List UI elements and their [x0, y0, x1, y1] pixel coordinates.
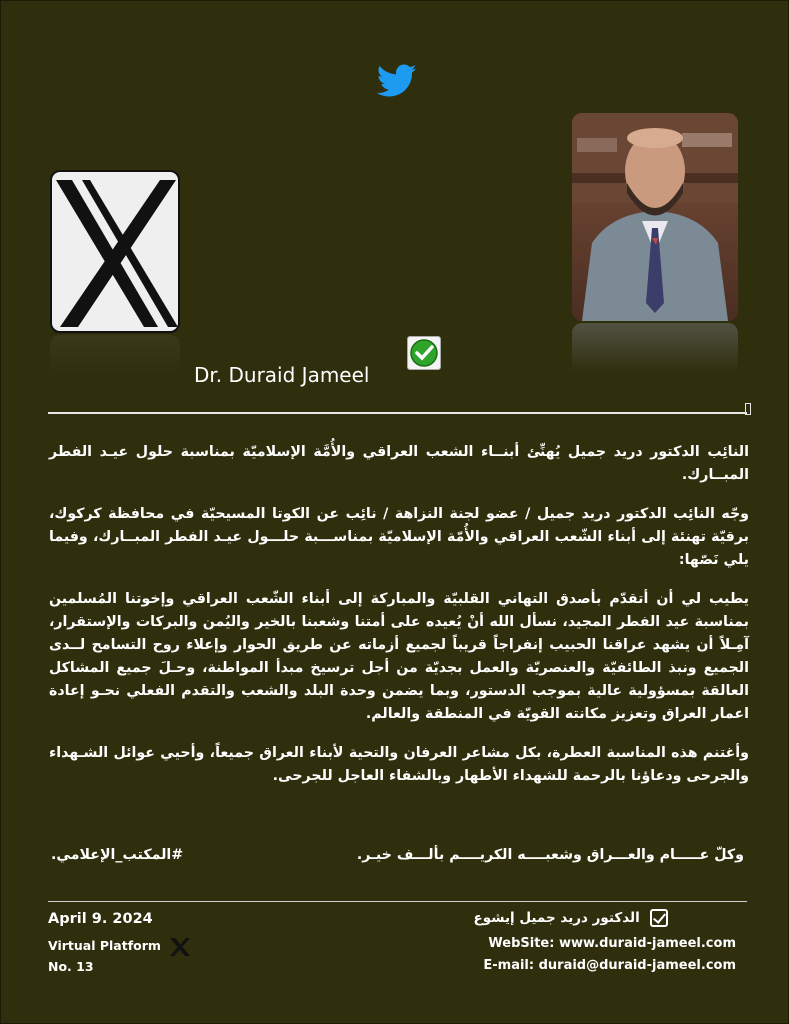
- portrait-photo: [572, 113, 738, 321]
- article-body: [49, 441, 749, 804]
- footer-contact: [436, 909, 736, 977]
- signature-name: الدكتور دريد جميل إيشوع: [473, 910, 640, 926]
- issue-number: No. 13: [48, 958, 94, 974]
- twitter-bird-icon: [377, 64, 417, 98]
- release-date: April 9. 2024: [48, 911, 153, 927]
- closing-greeting: وكلّ عـــــام والعـــراق وشعبــــه الكريــــم بألـــف خيـر.: [356, 847, 744, 863]
- platform-name: Virtual Platform: [48, 938, 161, 953]
- article-headline: النائِب الدكتور دريد جميل يُهنِّئ أبنــاء الشعب العراقي والأُمَّة الإسلاميّة بمناسبة حلول عيـد الفطر المبــارك.: [49, 444, 749, 483]
- article-intro: وجّه النائِب الدكتور دريد جميل / عضو لجنة النزاهة / نائِب عن الكوتا المسيحيّة في محافظة كركوك، برقيّة تهنئة إلى أبناء الشّعب العراقي والأُمّة الإسلاميّة بمناســـبة حلـــول عيـد الفطر المبــارك، وفيما يلي نَصّها:: [49, 506, 749, 568]
- hashtag-media-office[interactable]: #المكتب_الإعلامي.: [51, 847, 184, 863]
- author-name: Dr. Duraid Jameel: [194, 363, 370, 387]
- article-closing-paragraph: وأغتنم هذه المناسبة العطرة، بكل مشاعر العرفان والتحية لأبناء العراق جميعاً، وأحيي عوائل الشـهداء والجرحى ودعاؤنا بالرحمة للشهداء الأطهار وبالشفاء العاجل للجرحى.: [49, 745, 749, 784]
- portrait-reflection: [572, 323, 738, 373]
- website-link[interactable]: WebSite: www.duraid-jameel.com: [488, 936, 736, 951]
- header-divider: [48, 412, 747, 414]
- article-main-paragraph: يطيب لي أن أتقدّم بأصدق التهاني القلبيّة والمباركة إلى أبناء الشّعب العراقي وإخوتنا المُسلمين بمناسبة عيد الفطر المجيد، نسأل الله أنْ يُعيده على أمتنا وشعبنا بالخير واليُمن والبركات والإستقرار، آمِـلاً أن يشهد عراقنا الحبيب إنفراجاً قريباً لجميع أزماته عن طريق الحوار وإعلاء روح التسامح لــدى الجميع ونبذ الطائفيّة والعنصريّة والعمل بجديّة من أجل ترسيخ مبدأ المواطنة، وحـلَ جميع المشاكل العالقة بمسؤولية عالية بموجب الدستور، وبما يضمن وحدة البلد والشعب والتقدم الفعلي نحـو إعادة اعمار العراق وتعزيز مكانته القويّة في المنطقة والعالم.: [49, 591, 749, 722]
- checkbox-icon: [650, 909, 668, 927]
- footer-meta: [48, 911, 191, 977]
- divider-cap: [745, 403, 751, 415]
- x-logo-icon: [50, 170, 180, 333]
- footer-divider: [48, 901, 747, 902]
- x-small-icon: [169, 937, 191, 957]
- platform-line: [48, 936, 191, 957]
- verified-check-icon: [407, 336, 441, 370]
- x-logo-reflection: [50, 335, 180, 375]
- email-link[interactable]: E-mail: duraid@duraid-jameel.com: [483, 958, 736, 973]
- signature-line: [436, 909, 706, 927]
